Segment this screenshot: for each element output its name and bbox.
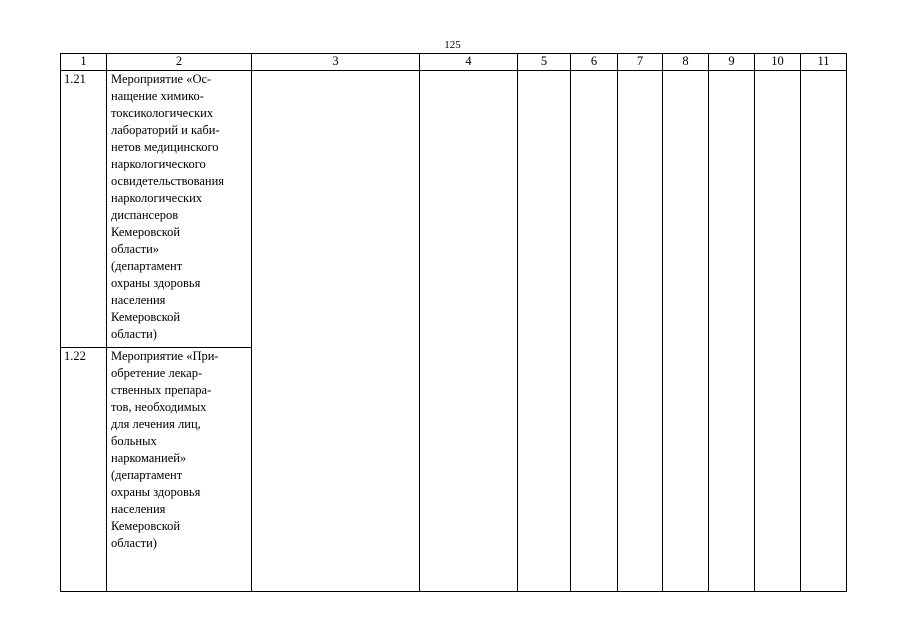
description-line: наркоманией» bbox=[111, 451, 187, 465]
description-line: Мероприятие «При- bbox=[111, 349, 219, 363]
empty-cell bbox=[663, 71, 709, 348]
description-line: ственных препара- bbox=[111, 383, 212, 397]
empty-cell bbox=[801, 348, 847, 592]
empty-cell bbox=[571, 71, 618, 348]
description-line: диспансеров bbox=[111, 208, 179, 222]
description-line: токсикологических bbox=[111, 106, 214, 120]
program-table bbox=[60, 53, 847, 592]
description-line: Мероприятие «Ос- bbox=[111, 72, 212, 86]
row-number: 1.22 bbox=[61, 348, 107, 592]
empty-cell bbox=[755, 71, 801, 348]
page-number: 125 bbox=[444, 39, 461, 51]
column-header-9: 9 bbox=[709, 54, 755, 71]
description-line: тов, необходимых bbox=[111, 400, 207, 414]
description-line: охраны здоровья bbox=[111, 276, 201, 290]
empty-cell bbox=[709, 348, 755, 592]
description-line: наркологического bbox=[111, 157, 206, 171]
description-line: области» bbox=[111, 242, 160, 256]
column-header-7: 7 bbox=[618, 54, 663, 71]
empty-cell bbox=[252, 348, 420, 592]
empty-cell bbox=[518, 348, 571, 592]
empty-cell bbox=[709, 71, 755, 348]
description-line: охраны здоровья bbox=[111, 485, 201, 499]
description-line: Кемеровской bbox=[111, 519, 181, 533]
column-header-11: 11 bbox=[801, 54, 847, 71]
header-row bbox=[61, 54, 847, 71]
description-line: лабораторий и каби- bbox=[111, 123, 220, 137]
column-header-4: 4 bbox=[420, 54, 518, 71]
row-number: 1.21 bbox=[61, 71, 107, 348]
description-line: Кемеровской bbox=[111, 225, 181, 239]
empty-cell bbox=[518, 71, 571, 348]
description-line: освидетельствования bbox=[111, 174, 225, 188]
column-header-5: 5 bbox=[518, 54, 571, 71]
column-header-10: 10 bbox=[755, 54, 801, 71]
empty-cell bbox=[420, 71, 518, 348]
empty-cell bbox=[801, 71, 847, 348]
description-line: для лечения лиц, bbox=[111, 417, 201, 431]
empty-cell bbox=[618, 71, 663, 348]
empty-cell bbox=[571, 348, 618, 592]
row-description bbox=[107, 348, 252, 592]
column-header-8: 8 bbox=[663, 54, 709, 71]
empty-cell bbox=[420, 348, 518, 592]
description-line: больных bbox=[111, 434, 157, 448]
description-line: нащение химико- bbox=[111, 89, 204, 103]
empty-cell bbox=[618, 348, 663, 592]
description-line: Кемеровской bbox=[111, 310, 181, 324]
description-line: (департамент bbox=[111, 259, 183, 273]
empty-cell bbox=[252, 71, 420, 348]
description-line: населения bbox=[111, 293, 166, 307]
column-header-2: 2 bbox=[107, 54, 252, 71]
row-description bbox=[107, 71, 252, 348]
description-line: (департамент bbox=[111, 468, 183, 482]
empty-cell bbox=[755, 348, 801, 592]
empty-cell bbox=[663, 348, 709, 592]
description-line: обретение лекар- bbox=[111, 366, 203, 380]
description-line: области) bbox=[111, 536, 157, 550]
table-row bbox=[61, 71, 847, 348]
description-line: населения bbox=[111, 502, 166, 516]
description-line: области) bbox=[111, 327, 157, 341]
column-header-3: 3 bbox=[252, 54, 420, 71]
column-header-1: 1 bbox=[61, 54, 107, 71]
table-row bbox=[61, 348, 847, 592]
description-line: наркологических bbox=[111, 191, 203, 205]
column-header-6: 6 bbox=[571, 54, 618, 71]
description-line: нетов медицинского bbox=[111, 140, 219, 154]
